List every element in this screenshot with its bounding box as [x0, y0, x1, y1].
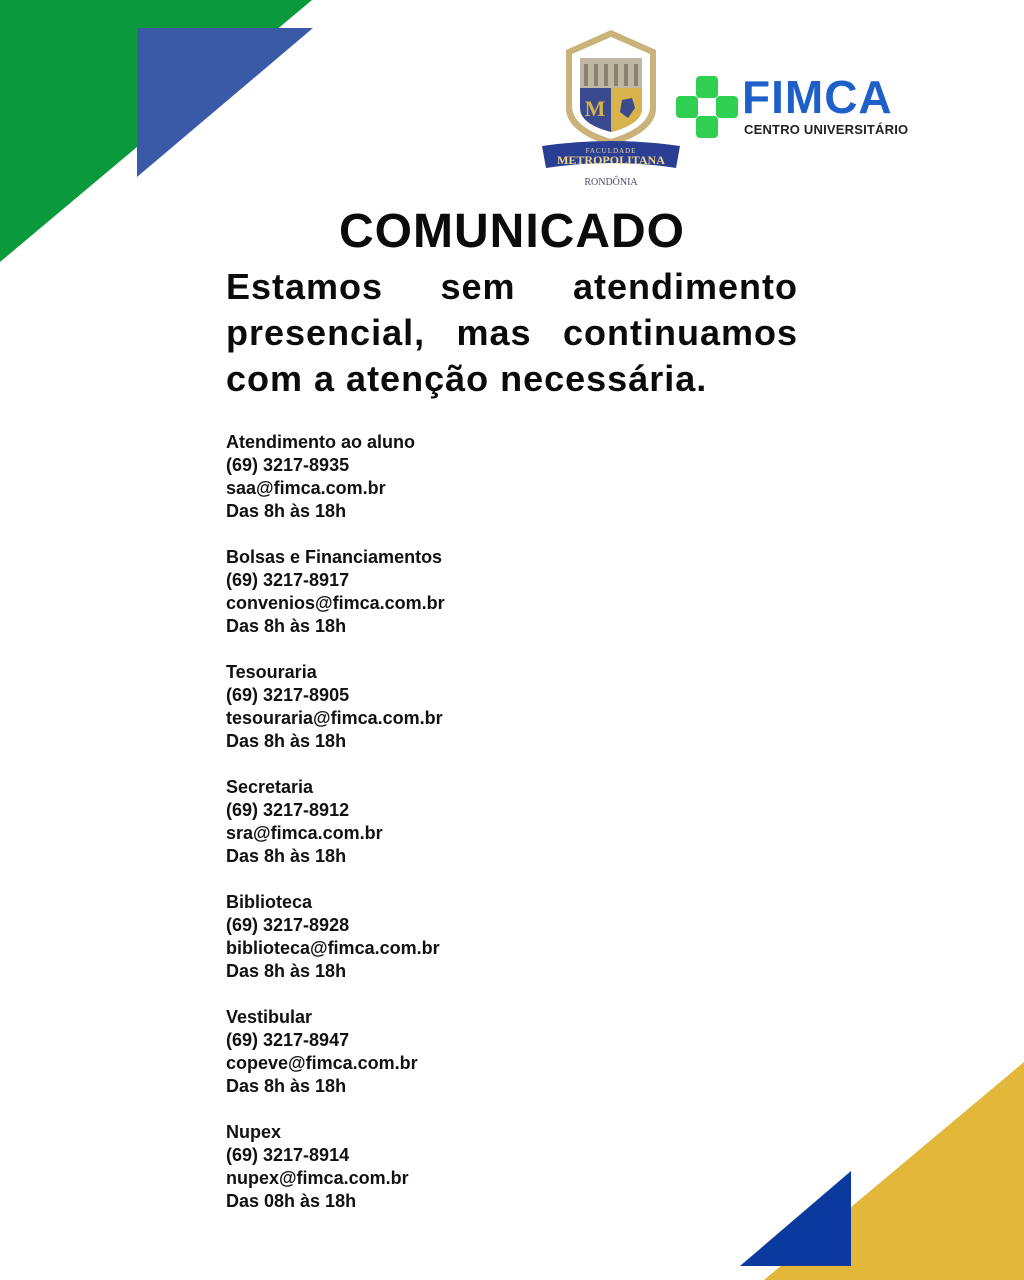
- contact-block: [226, 776, 646, 868]
- contact-department: Vestibular: [226, 1007, 313, 1027]
- contact-phone: (69) 3217-8914: [226, 1145, 350, 1165]
- contact-hours: Das 8h às 18h: [226, 846, 347, 866]
- contact-hours: Das 8h às 18h: [226, 961, 347, 981]
- metropolitana-logo: [536, 28, 686, 190]
- contact-block: [226, 891, 646, 983]
- contact-department: Atendimento ao aluno: [226, 432, 415, 452]
- contact-department: Nupex: [226, 1122, 282, 1142]
- contact-department: Secretaria: [226, 777, 314, 797]
- contact-phone: (69) 3217-8905: [226, 685, 350, 705]
- fimca-logo-subtitle: CENTRO UNIVERSITÁRIO: [744, 122, 909, 137]
- crest-line1: FACULDADE: [585, 147, 637, 155]
- contact-email: copeve@fimca.com.br: [226, 1053, 418, 1073]
- fimca-logo-name: FIMCA: [742, 71, 893, 123]
- contact-email: nupex@fimca.com.br: [226, 1168, 409, 1188]
- contact-email: saa@fimca.com.br: [226, 478, 386, 498]
- contact-phone: (69) 3217-8928: [226, 915, 350, 935]
- contact-list: [226, 431, 646, 1236]
- contact-block: [226, 546, 646, 638]
- contact-hours: Das 8h às 18h: [226, 731, 347, 751]
- contact-email: tesouraria@fimca.com.br: [226, 708, 443, 728]
- contact-department: Bolsas e Financiamentos: [226, 547, 443, 567]
- blue-corner-triangle: [137, 28, 313, 177]
- contact-department: Tesouraria: [226, 662, 317, 682]
- contact-department: Biblioteca: [226, 892, 313, 912]
- contact-hours: Das 08h às 18h: [226, 1191, 357, 1211]
- page-title: COMUNICADO: [339, 205, 685, 258]
- contact-email: sra@fimca.com.br: [226, 823, 383, 843]
- contact-block: [226, 1006, 646, 1098]
- contact-block: [226, 1121, 646, 1213]
- navy-corner-triangle: [740, 1171, 851, 1266]
- crest-monogram: M: [584, 96, 606, 121]
- contact-email: biblioteca@fimca.com.br: [226, 938, 440, 958]
- contact-phone: (69) 3217-8935: [226, 455, 350, 475]
- crest-line3: RONDÔNIA: [584, 177, 638, 188]
- crest-line2: METROPOLITANA: [557, 153, 665, 167]
- contact-email: convenios@fimca.com.br: [226, 593, 445, 613]
- contact-phone: (69) 3217-8912: [226, 800, 350, 820]
- contact-hours: Das 8h às 18h: [226, 616, 347, 636]
- contact-block: [226, 431, 646, 523]
- announcement-message: Estamos sem atendimento presencial, mas continuamos com a atenção necessária.: [226, 266, 798, 399]
- contact-phone: (69) 3217-8947: [226, 1030, 350, 1050]
- contact-hours: Das 8h às 18h: [226, 501, 347, 521]
- cross-icon: [676, 76, 738, 138]
- contact-block: [226, 661, 646, 753]
- contact-hours: Das 8h às 18h: [226, 1076, 347, 1096]
- contact-phone: (69) 3217-8917: [226, 570, 350, 590]
